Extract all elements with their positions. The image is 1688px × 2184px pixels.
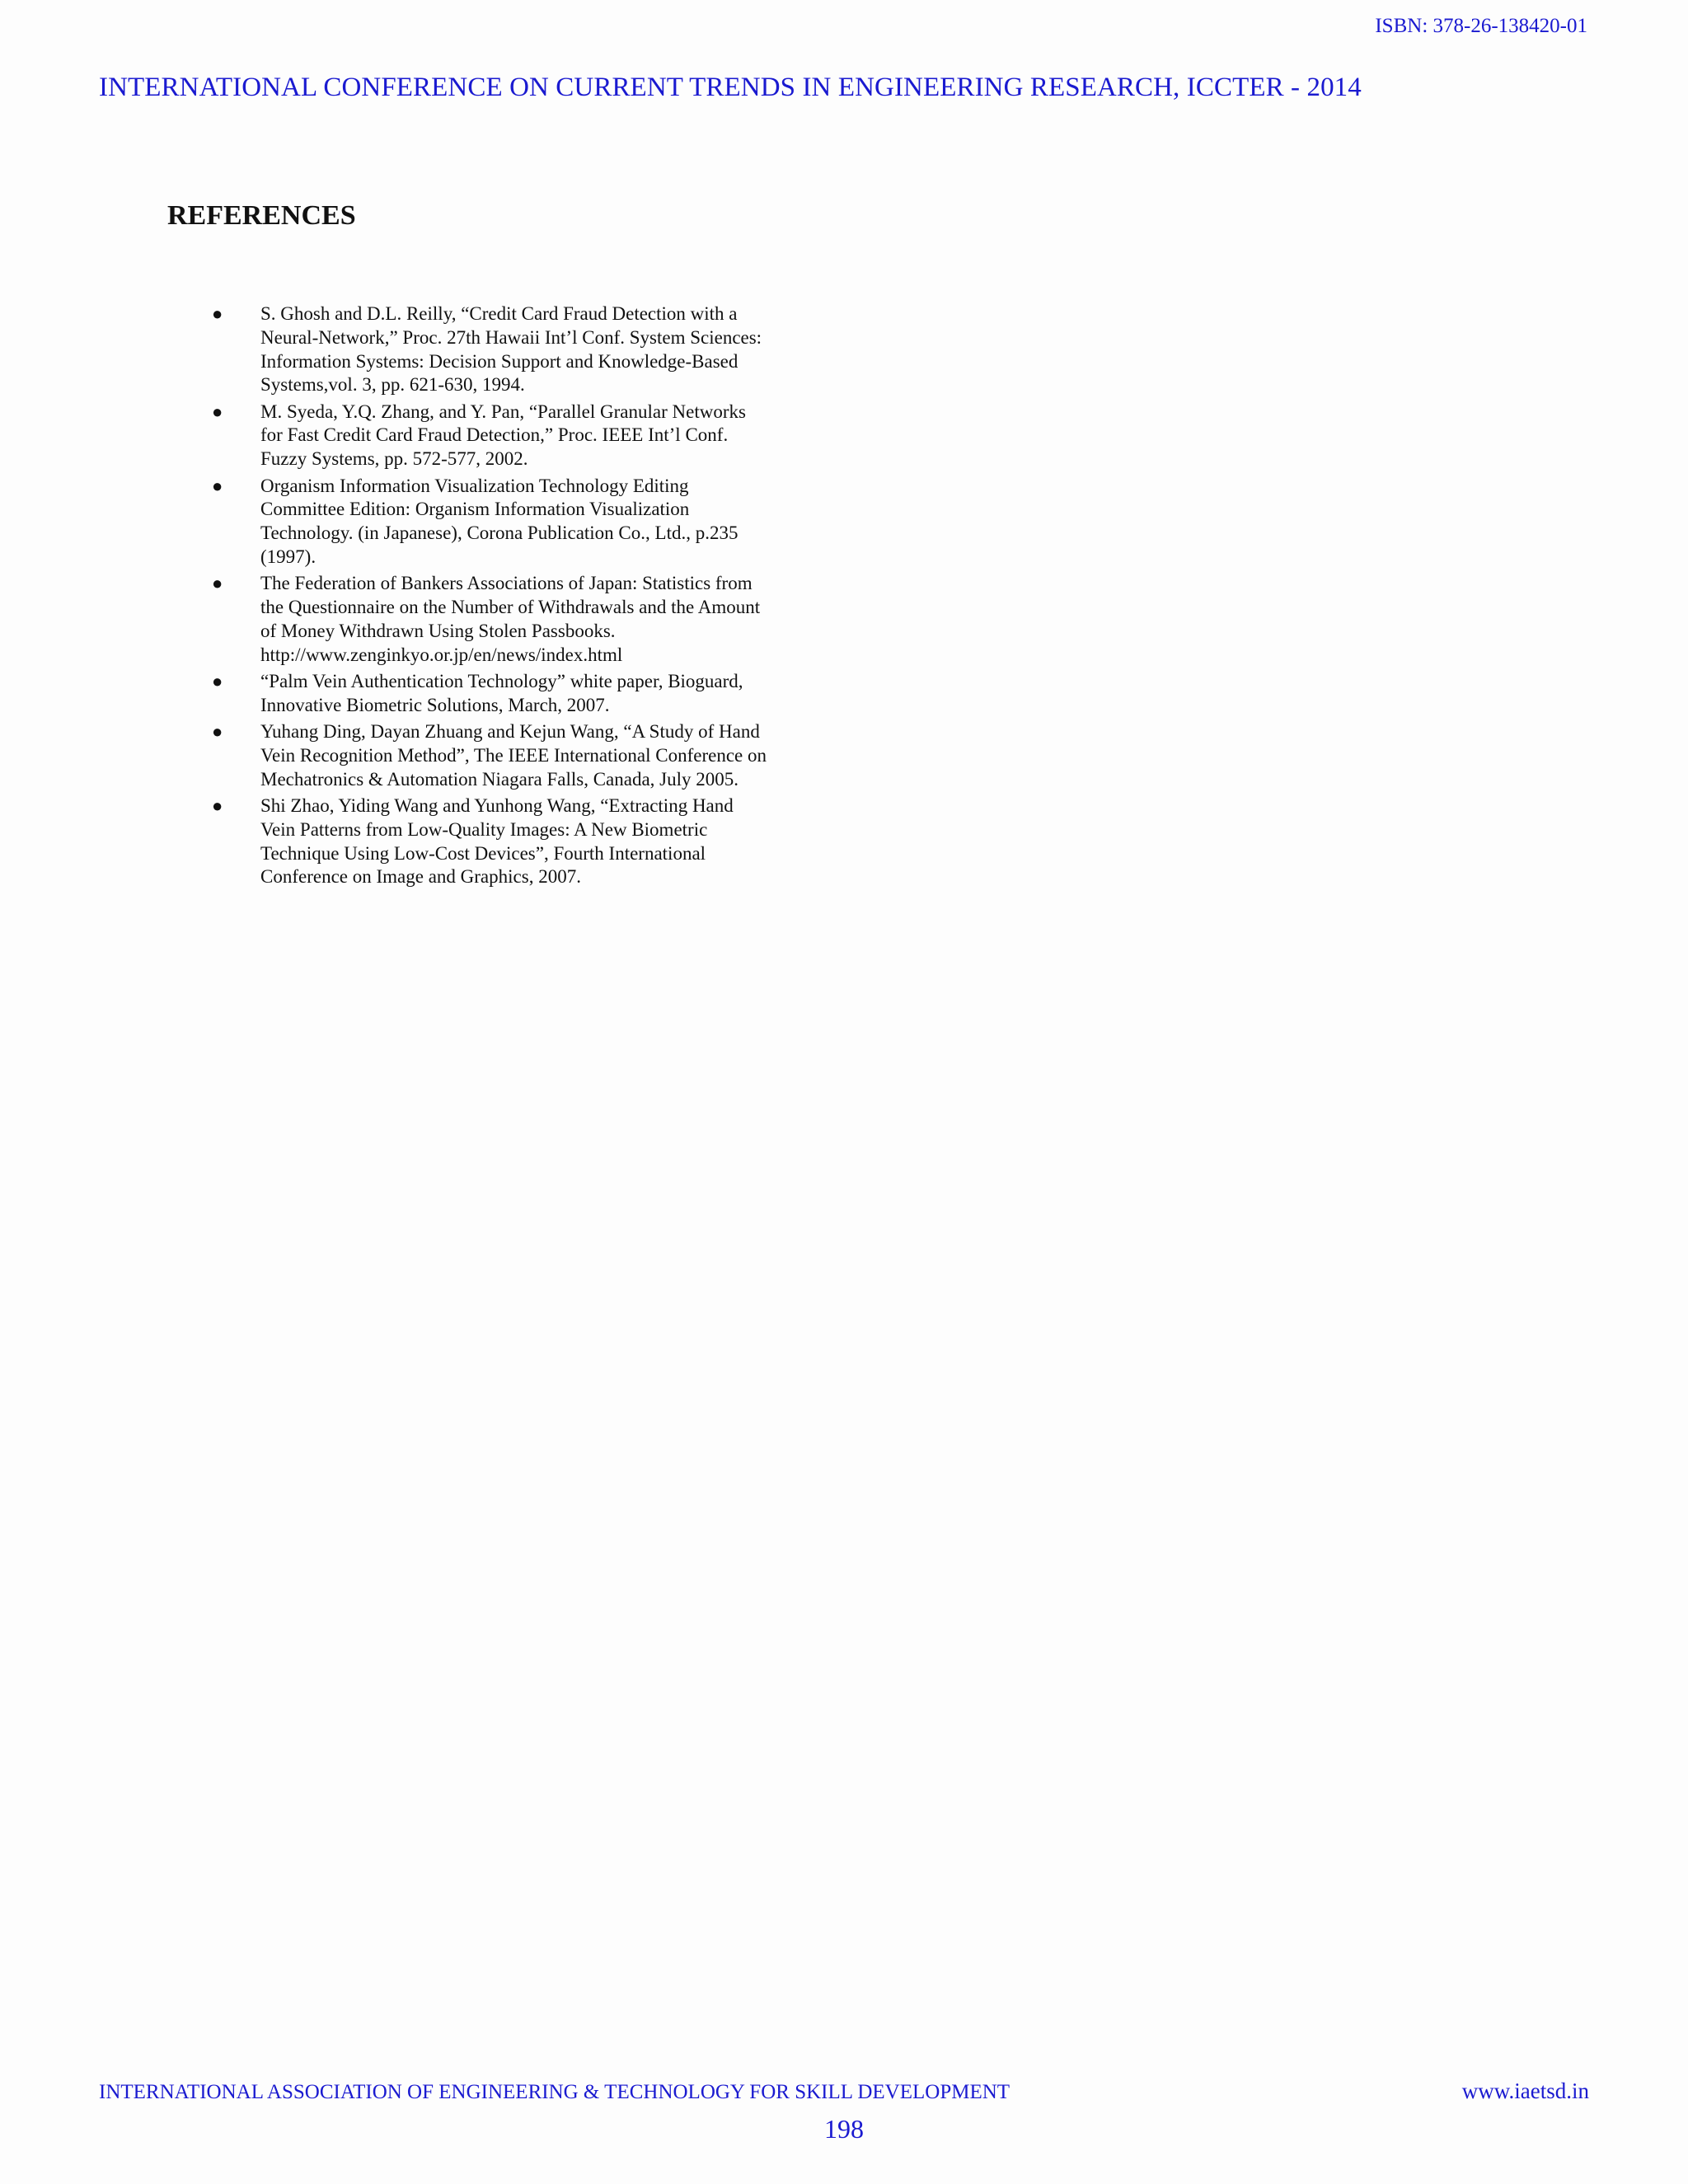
reference-line: (1997). — [260, 546, 316, 567]
footer-organization: INTERNATIONAL ASSOCIATION OF ENGINEERING & TECHNOLOGY FOR SKILL DEVELOPMENT — [99, 2081, 1010, 2103]
reference-line: Innovative Biometric Solutions, March, 2007. — [260, 694, 610, 715]
bullet-icon: ● — [212, 303, 223, 324]
reference-item — [210, 475, 837, 569]
reference-line: the Questionnaire on the Number of Withdrawals and the Amount — [260, 597, 761, 618]
bullet-icon: ● — [212, 475, 223, 496]
reference-line: Mechatronics & Automation Niagara Falls, Canada, July 2005. — [260, 768, 738, 790]
reference-line: Vein Patterns from Low-Quality Images: A New Biometric — [260, 818, 708, 840]
bullet-icon: ● — [212, 401, 223, 422]
reference-line: Technology. (in Japanese), Corona Publication Co., Ltd., p.235 — [260, 523, 738, 544]
conference-title: INTERNATIONAL CONFERENCE ON CURRENT TRENDS IN ENGINEERING RESEARCH, ICCTER - 2014 — [99, 73, 1362, 102]
references-heading: REFERENCES — [167, 200, 356, 231]
bullet-icon: ● — [212, 670, 223, 691]
reference-line: Yuhang Ding, Dayan Zhuang and Kejun Wang, “A Study of Hand — [260, 721, 760, 743]
footer-website: www.iaetsd.in — [1461, 2079, 1589, 2103]
reference-line: Shi Zhao, Yiding Wang and Yunhong Wang, “Extracting Hand — [260, 794, 734, 816]
reference-line: Fuzzy Systems, pp. 572-577, 2002. — [260, 448, 528, 470]
reference-line: S. Ghosh and D.L. Reilly, “Credit Card Fraud Detection with a — [260, 303, 738, 324]
reference-line: Technique Using Low-Cost Devices”, Fourth International — [260, 842, 706, 864]
page-number: 198 — [824, 2114, 864, 2144]
reference-line: http://www.zenginkyo.or.jp/en/news/index.html — [260, 644, 623, 665]
reference-line: for Fast Credit Card Fraud Detection,” Proc. IEEE Int’l Conf. — [260, 424, 729, 446]
reference-line: Organism Information Visualization Technology Editing — [260, 475, 689, 496]
reference-line: of Money Withdrawn Using Stolen Passbooks. — [260, 620, 616, 641]
reference-line: “Palm Vein Authentication Technology” white paper, Bioguard, — [260, 670, 743, 691]
references-list — [210, 302, 837, 893]
reference-line: Committee Edition: Organism Information Visualization — [260, 499, 690, 520]
reference-item — [210, 794, 837, 889]
bullet-icon: ● — [212, 721, 223, 743]
reference-line: M. Syeda, Y.Q. Zhang, and Y. Pan, “Parallel Granular Networks — [260, 401, 746, 422]
isbn-label: ISBN: 378-26-138420-01 — [1375, 15, 1587, 37]
reference-item — [210, 572, 837, 667]
reference-line: Systems,vol. 3, pp. 621-630, 1994. — [260, 374, 525, 396]
reference-item — [210, 670, 837, 718]
bullet-icon: ● — [212, 794, 223, 816]
reference-line: Conference on Image and Graphics, 2007. — [260, 866, 581, 888]
bullet-icon: ● — [212, 573, 223, 594]
reference-item — [210, 302, 837, 397]
reference-line: Information Systems: Decision Support and Knowledge-Based — [260, 350, 738, 372]
reference-line: Neural-Network,” Proc. 27th Hawaii Int’l Conf. System Sciences: — [260, 326, 762, 348]
reference-line: Vein Recognition Method”, The IEEE International Conference on — [260, 744, 767, 766]
reference-item — [210, 401, 837, 471]
reference-line: The Federation of Bankers Associations of Japan: Statistics from — [260, 573, 753, 594]
reference-item — [210, 720, 837, 791]
